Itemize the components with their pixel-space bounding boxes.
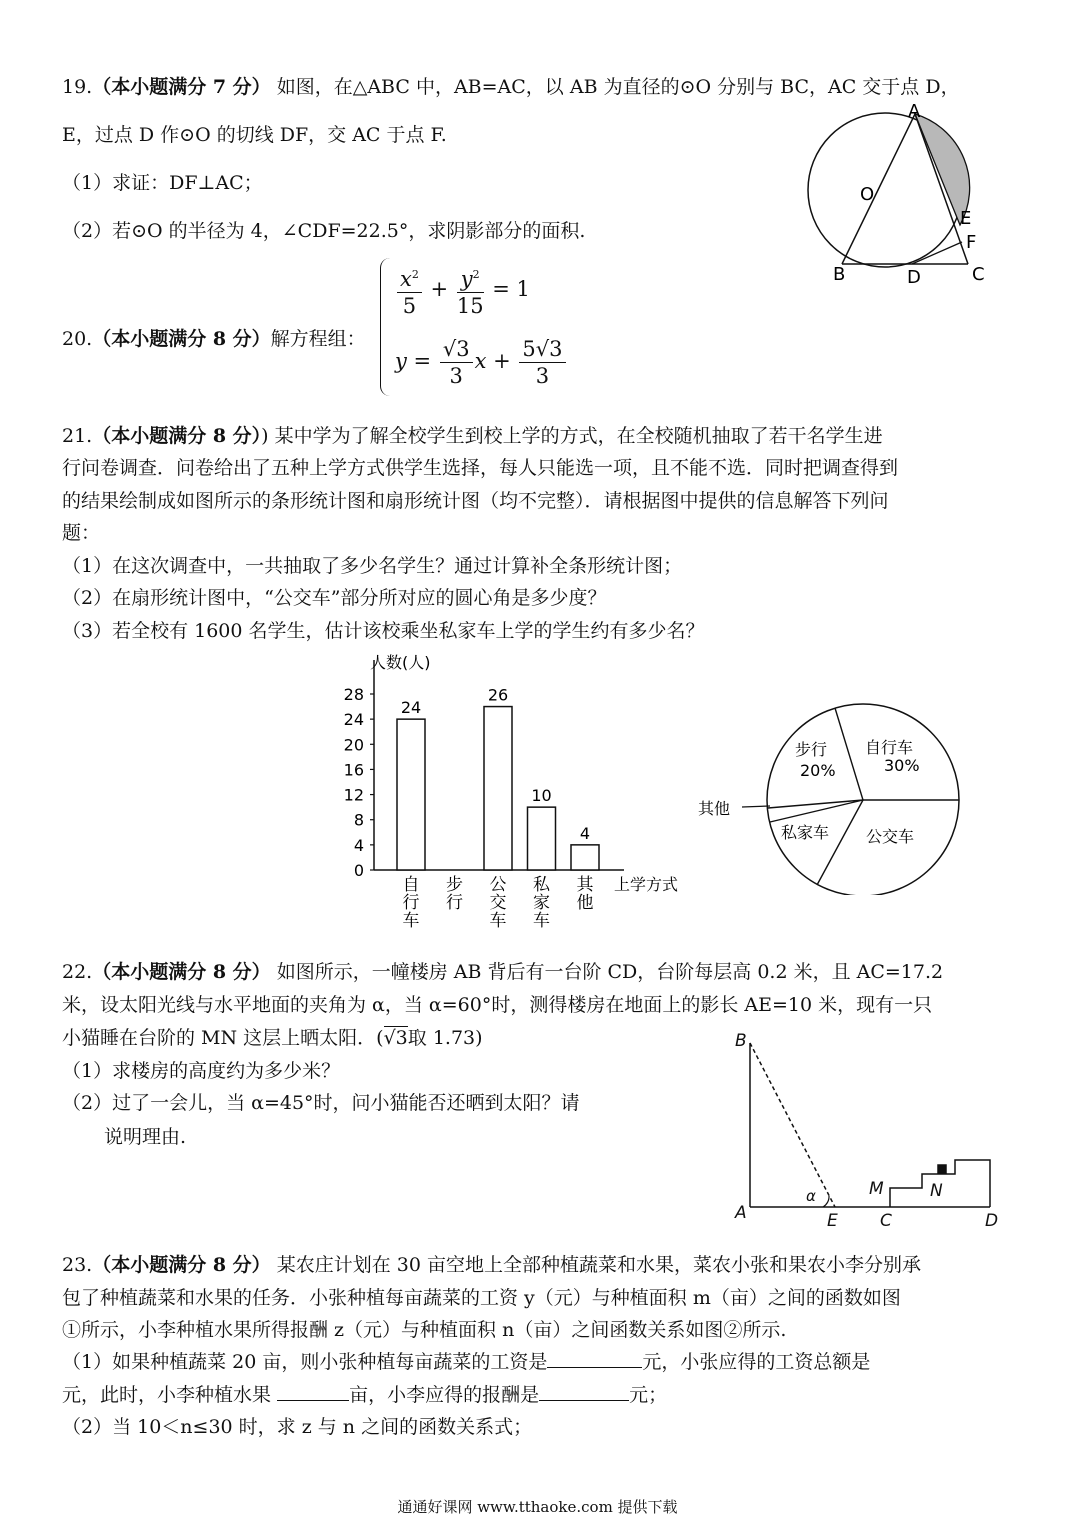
answer-blank-1[interactable] (547, 1367, 642, 1368)
label-D2: D (985, 1211, 999, 1231)
y-axis-label: 人数(人) (370, 653, 431, 672)
label-alpha: α (806, 1187, 816, 1205)
q23-line1 (62, 1250, 921, 1277)
y-tick-label: 20 (343, 735, 364, 755)
x-tick-label: 他 (576, 893, 594, 913)
x-tick-label: 车 (489, 911, 507, 931)
q19-circle-figure (800, 95, 1010, 295)
y-tick-label: 8 (353, 810, 364, 830)
q20-text: 解方程组： (270, 328, 366, 350)
pie-pct-bike: 30% (884, 756, 920, 775)
q21-line2: 行问卷调查．问卷给出了五种上学方式供学生选择，每人只能选一项，且不能不选．同时把调查得到 (62, 457, 899, 479)
label-E: E (960, 208, 972, 229)
q21-text1: ) 某中学为了解全校学生到校上学的方式，在全校随机抽取了若干名学生进 (261, 425, 883, 447)
answer-blank-3[interactable] (539, 1400, 629, 1401)
q20-number: 20. (62, 328, 93, 350)
bar-value-label: 4 (579, 823, 591, 843)
q21-line4: 题： (62, 522, 101, 544)
pie-label-bike: 自行车 (865, 738, 914, 757)
q22-text1: 如图所示，一幢楼房 AB 背后有一台阶 CD，台阶每层高 0.2 米，且 AC=17.2 (276, 961, 944, 983)
q22-sub1: （1）求楼房的高度约为多少米？ (62, 1060, 341, 1082)
y-tick-label: 12 (343, 785, 364, 805)
label-M: M (869, 1179, 884, 1199)
x-tick-label: 行 (446, 893, 463, 913)
label-N: N (930, 1181, 943, 1201)
pie-label-bus: 公交车 (866, 827, 915, 846)
x-tick-label: 行 (402, 893, 420, 913)
pie-label-other: 其他 (698, 799, 731, 818)
q19-sub2: （2）若⊙O 的半径为 4，∠CDF=22.5°，求阴影部分的面积. (62, 220, 586, 242)
label-O: O (860, 184, 875, 205)
label-B2: B (735, 1031, 747, 1051)
answer-blank-2[interactable] (277, 1400, 349, 1401)
label-A2: A (735, 1203, 747, 1223)
q20-line (62, 324, 366, 351)
q19-line2: E，过点 D 作⊙O 的切线 DF，交 AC 于点 F. (62, 124, 447, 146)
x-tick-label: 交 (489, 893, 507, 913)
q23-sub1-line2: 元，此时，小李种植水果 亩，小李应得的报酬是 元； (62, 1384, 668, 1406)
x-axis-label: 上学方式 (614, 875, 679, 894)
q22-sub2b: 说明理由. (104, 1126, 187, 1148)
bar-私家车 (528, 807, 556, 870)
q21-line1 (62, 421, 883, 448)
pie-pct-walk: 20% (800, 761, 836, 780)
q21-sub2: （2）在扇形统计图中，“公交车”部分所对应的圆心角是多少度？ (62, 587, 607, 609)
pie-label-car: 私家车 (781, 823, 830, 842)
y-tick-label: 0 (353, 861, 364, 880)
x-tick-label: 家 (533, 893, 550, 913)
q20-equation2: y = $\frac{√3}{3}$ x + $\frac{5√3}{3}$ (395, 336, 568, 389)
bar-value-label: 10 (531, 786, 552, 806)
pie-label-walk: 步行 (795, 740, 828, 759)
y-tick-label: 28 (343, 685, 364, 704)
q19-number: 19. (62, 76, 93, 98)
q21-sub1: （1）在这次调查中，一共抽取了多少名学生？通过计算补全条形统计图； (62, 555, 683, 577)
footer: 通通好课网 www.tthaoke.com 提供下载 (397, 1498, 678, 1516)
q20-equation1: $\frac{x^2}{5}$ + $\frac{y^2}{15}$ = 1 (395, 262, 530, 319)
q19-text1: 如图，在△ABC 中，AB=AC，以 AB 为直径的⊙O 分别与 BC，AC 交于点 D， (276, 76, 960, 98)
y-tick-label: 16 (343, 760, 364, 780)
label-F: F (966, 232, 977, 253)
x-tick-label: 步 (446, 875, 463, 895)
bar-chart (330, 640, 710, 940)
q23-score: （本小题满分 8 分） (92, 1254, 271, 1276)
q20-brace (380, 258, 391, 396)
bar-value-label: 24 (400, 698, 422, 718)
q22-line1 (62, 957, 943, 984)
pie-chart (690, 695, 960, 895)
y-tick-label: 4 (353, 835, 364, 855)
bar-其他 (571, 845, 599, 870)
q23-sub2: （2）当 10＜n≤30 时，求 z 与 n 之间的函数关系式； (62, 1416, 533, 1438)
label-C2: C (880, 1211, 892, 1231)
q19-sub1: （1）求证：DF⊥AC； (62, 172, 263, 194)
label-D: D (907, 267, 921, 288)
q23-sub1-line1: （1）如果种植蔬菜 20 亩，则小张种植每亩蔬菜的工资是 元，小张应得的工资总额是 (62, 1351, 871, 1373)
q21-line3: 的结果绘制成如图所示的条形统计图和扇形统计图（均不完整）．请根据图中提供的信息解答下列问 (62, 490, 889, 512)
q21-score: （本小题满分 8 分） (92, 425, 262, 447)
x-tick-label: 公 (489, 875, 507, 895)
x-tick-label: 其 (576, 875, 594, 895)
q23-number: 23. (62, 1254, 93, 1276)
label-E2: E (827, 1211, 838, 1231)
q23-text1: 某农庄计划在 30 亩空地上全部种植蔬菜和水果，菜农小张和果农小李分别承 (276, 1254, 921, 1276)
y-tick-label: 24 (343, 710, 364, 730)
bar-自行车 (397, 719, 425, 870)
q22-number: 22. (62, 961, 93, 983)
x-tick-label: 车 (533, 911, 550, 931)
q20-score: （本小题满分 8 分） (92, 328, 271, 350)
x-tick-label: 车 (402, 911, 420, 931)
q22-score: （本小题满分 8 分） (92, 961, 271, 983)
x-tick-label: 私 (533, 875, 550, 895)
q21-number: 21. (62, 425, 93, 447)
q22-sub2: （2）过了一会儿，当 α=45°时，问小猫能否还晒到太阳？请 (62, 1092, 580, 1114)
label-B: B (833, 264, 846, 285)
q22-line3: 小猫睡在台阶的 MN 这层上晒太阳．(√3取 1.73) (62, 1027, 483, 1049)
q23-line2: 包了种植蔬菜和水果的任务．小张种植每亩蔬菜的工资 y（元）与种植面积 m（亩）之间的函数如图 (62, 1287, 901, 1309)
bar-value-label: 26 (487, 685, 509, 705)
q22-building-figure (725, 1025, 1015, 1235)
q23-line3: ①所示，小李种植水果所得报酬 z（元）与种植面积 n（亩）之间函数关系如图②所示. (62, 1319, 787, 1341)
label-C: C (972, 264, 985, 285)
bar-公交车 (484, 707, 512, 870)
x-tick-label: 自 (402, 875, 420, 895)
q22-line2: 米，设太阳光线与水平地面的夹角为 α，当 α=60°时，测得楼房在地面上的影长 AE=10 米，现有一只 (62, 994, 933, 1016)
q21-sub3: （3）若全校有 1600 名学生，估计该校乘坐私家车上学的学生约有多少名？ (62, 620, 705, 642)
q19-score: （本小题满分 7 分） (92, 76, 271, 98)
label-A: A (908, 101, 921, 122)
